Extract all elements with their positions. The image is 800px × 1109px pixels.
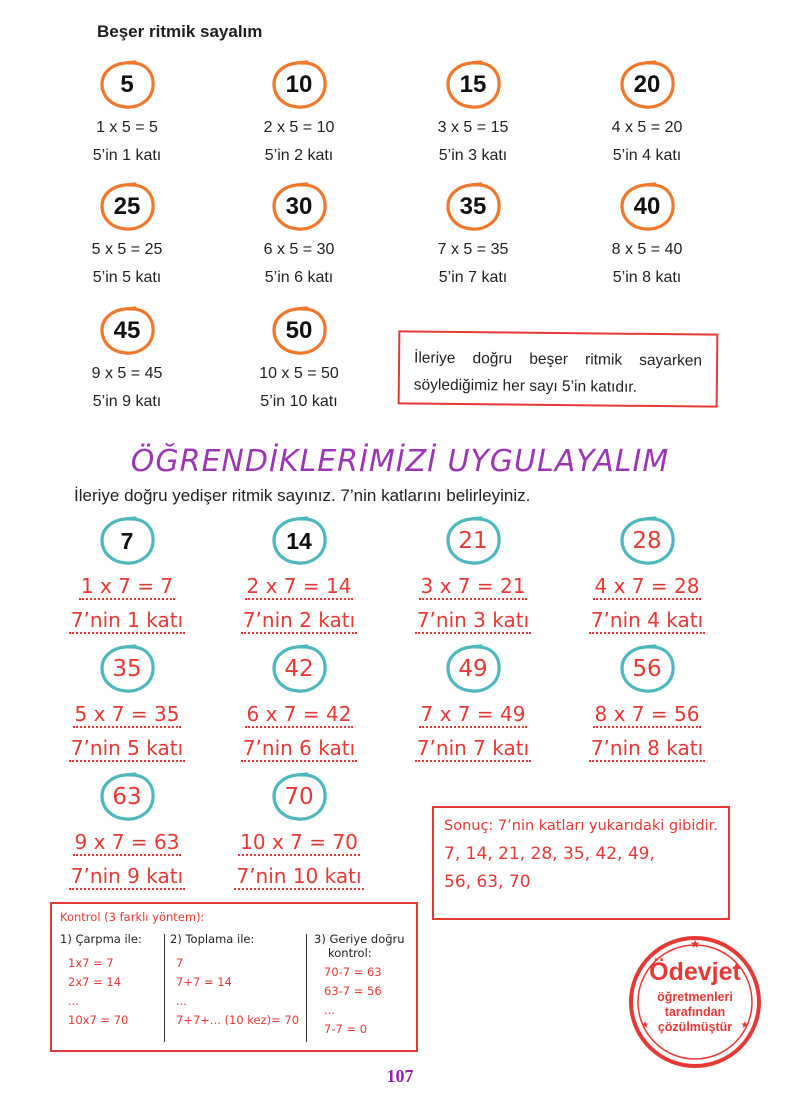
seven-multiple-item [562, 516, 732, 634]
equation: 6 x 5 = 30 [263, 241, 335, 258]
multiple-label: 5’in 7 katı [438, 269, 508, 286]
equation: 4 x 5 = 20 [611, 119, 683, 136]
result-box [432, 806, 730, 920]
control-col1-line: 2x7 = 14 [68, 975, 122, 989]
seven-multiple-item [214, 516, 384, 634]
control-addition [170, 932, 299, 1027]
result-numbers-line2: 56, 63, 70 [444, 872, 531, 892]
number-circle [445, 60, 501, 110]
five-multiple-item [214, 306, 384, 411]
equation: 2 x 5 = 10 [263, 119, 335, 136]
star-icon: ★ [689, 937, 701, 951]
number: 28 [632, 528, 662, 554]
control-col2-head: 2) Toplama ile: [170, 932, 255, 946]
equation: 7 x 7 = 49 [420, 702, 526, 726]
control-box [50, 902, 418, 1052]
divider [164, 934, 165, 1042]
five-multiple-item [388, 60, 558, 165]
number-circle [271, 644, 327, 694]
control-col1-head: 1) Çarpma ile: [60, 932, 142, 946]
equation: 3 x 7 = 21 [420, 574, 526, 598]
number: 7 [120, 528, 134, 554]
control-col3-line: 70-7 = 63 [324, 965, 382, 979]
number-circle [99, 60, 155, 110]
equation: 6 x 7 = 42 [246, 702, 352, 726]
equation: 10 x 7 = 70 [240, 830, 358, 854]
number: 70 [284, 784, 314, 810]
number-circle [271, 60, 327, 110]
number: 63 [112, 784, 142, 810]
control-col1-line: ... [68, 994, 79, 1008]
five-multiple-item [42, 306, 212, 411]
page-number: 107 [386, 1066, 414, 1086]
number-circle [271, 772, 327, 822]
instruction-text: İleriye doğru yedişer ritmik sayınız. 7’nin katlarını belirleyiniz. [74, 486, 531, 505]
multiple-label: 5’in 2 katı [264, 147, 334, 164]
five-multiple-item [388, 182, 558, 287]
number-circle [271, 306, 327, 356]
result-text: Sonuç: 7’nin katları yukarıdaki gibidir. [444, 818, 718, 834]
number-circle [271, 516, 327, 566]
section-title: ÖĞRENDİKLERİMİZİ UYGULAYALIM [130, 444, 670, 479]
seven-multiple-item [214, 644, 384, 762]
number-circle [619, 644, 675, 694]
number: 50 [285, 317, 313, 344]
multiple-label: 5’in 6 katı [264, 269, 334, 286]
equation: 5 x 5 = 25 [91, 241, 163, 258]
number: 25 [113, 193, 141, 220]
number: 49 [458, 656, 488, 682]
number-circle [99, 644, 155, 694]
equation: 9 x 5 = 45 [91, 365, 163, 382]
star-icon: ★ [640, 1020, 650, 1031]
seven-multiple-item [388, 644, 558, 762]
number-circle [619, 60, 675, 110]
control-col3-head: 3) Geriye doğru [314, 932, 405, 946]
five-multiple-item [42, 60, 212, 165]
five-multiple-item [214, 60, 384, 165]
five-multiple-item [42, 182, 212, 287]
number: 45 [113, 317, 141, 344]
five-multiple-item [562, 60, 732, 165]
multiple-label: 7’nin 10 katı [236, 864, 362, 888]
multiple-label: 7’nin 1 katı [70, 608, 184, 632]
multiple-label: 7’nin 8 katı [590, 736, 704, 760]
result-numbers-line1: 7, 14, 21, 28, 35, 42, 49, [444, 844, 655, 864]
control-col2-line: ... [176, 994, 187, 1008]
number: 15 [459, 71, 487, 98]
number-circle [99, 772, 155, 822]
control-col3-head2: kontrol: [328, 946, 372, 960]
control-col3-line: ... [324, 1003, 335, 1017]
number: 14 [286, 528, 312, 554]
seven-multiple-item [388, 516, 558, 634]
number-circle [99, 516, 155, 566]
control-col3-line: 63-7 = 56 [324, 984, 382, 998]
multiple-label: 7’nin 4 katı [590, 608, 704, 632]
multiple-label: 5’in 4 katı [612, 147, 682, 164]
seven-multiple-item [214, 772, 384, 890]
number: 10 [285, 71, 313, 98]
equation: 7 x 5 = 35 [437, 241, 509, 258]
equation: 1 x 7 = 7 [80, 574, 174, 598]
seven-multiple-item [42, 644, 212, 762]
number: 56 [632, 656, 662, 682]
multiple-label: 7’nin 9 katı [70, 864, 184, 888]
control-col1-line: 1x7 = 7 [68, 956, 114, 970]
equation: 1 x 5 = 5 [96, 119, 158, 136]
number: 21 [458, 528, 488, 554]
control-col3-line: 7-7 = 0 [324, 1022, 368, 1036]
number-circle [619, 182, 675, 232]
number-circle [99, 306, 155, 356]
equation: 10 x 5 = 50 [259, 365, 339, 382]
control-col2-line: 7+7 = 14 [176, 975, 232, 989]
badge-line: tarafından [664, 1005, 726, 1019]
number: 40 [633, 193, 661, 220]
number-circle [99, 182, 155, 232]
seven-multiple-item [42, 772, 212, 890]
page-heading: Beşer ritmik sayalım [97, 22, 263, 41]
equation: 8 x 7 = 56 [594, 702, 700, 726]
control-multiplication [60, 932, 142, 1027]
control-title: Kontrol (3 farklı yöntem): [60, 910, 205, 924]
multiple-label: 7’nin 3 katı [416, 608, 530, 632]
multiple-label: 7’nin 5 katı [70, 736, 184, 760]
multiple-label: 5’in 3 katı [438, 147, 508, 164]
divider [306, 934, 307, 1042]
number: 42 [284, 656, 314, 682]
multiple-label: 5’in 10 katı [260, 393, 338, 410]
number: 35 [112, 656, 142, 682]
equation: 2 x 7 = 14 [246, 574, 352, 598]
multiple-label: 5’in 5 katı [92, 269, 162, 286]
control-backward [314, 932, 405, 1036]
number-circle [619, 516, 675, 566]
multiple-label: 7’nin 7 katı [416, 736, 530, 760]
number: 30 [285, 193, 313, 220]
number: 5 [120, 71, 134, 98]
multiple-label: 7’nin 6 katı [242, 736, 356, 760]
number-circle [445, 516, 501, 566]
badge-line: öğretmenleri [657, 990, 733, 1004]
seven-multiple-item [562, 644, 732, 762]
star-icon: ★ [740, 1020, 750, 1031]
number-circle [271, 182, 327, 232]
control-col1-line: 10x7 = 70 [68, 1013, 129, 1027]
equation: 5 x 7 = 35 [74, 702, 180, 726]
number-circle [445, 644, 501, 694]
multiple-label: 5’in 1 katı [92, 147, 162, 164]
multiple-label: 5’in 9 katı [92, 393, 162, 410]
multiple-label: 7’nin 2 katı [242, 608, 356, 632]
seven-multiple-item [42, 516, 212, 634]
control-col2-line: 7+7+... (10 kez)= 70 [176, 1013, 300, 1027]
info-box [398, 330, 719, 407]
number: 35 [459, 193, 487, 220]
equation: 9 x 7 = 63 [74, 830, 180, 854]
badge-brand: Ödevjet [649, 958, 741, 986]
control-col2-line: 7 [176, 956, 184, 970]
five-multiple-item [562, 182, 732, 287]
badge-line: çözülmüştür [657, 1020, 733, 1034]
equation: 3 x 5 = 15 [437, 119, 509, 136]
equation: 4 x 7 = 28 [594, 574, 700, 598]
five-multiple-item [214, 182, 384, 287]
multiple-label: 5’in 8 katı [612, 269, 682, 286]
equation: 8 x 5 = 40 [611, 241, 683, 258]
number-circle [445, 182, 501, 232]
info-box-text: İleriye doğru beşer ritmik sayarken söylediğimiz her sayı 5’in katıdır. [413, 349, 703, 396]
number: 20 [633, 71, 661, 98]
